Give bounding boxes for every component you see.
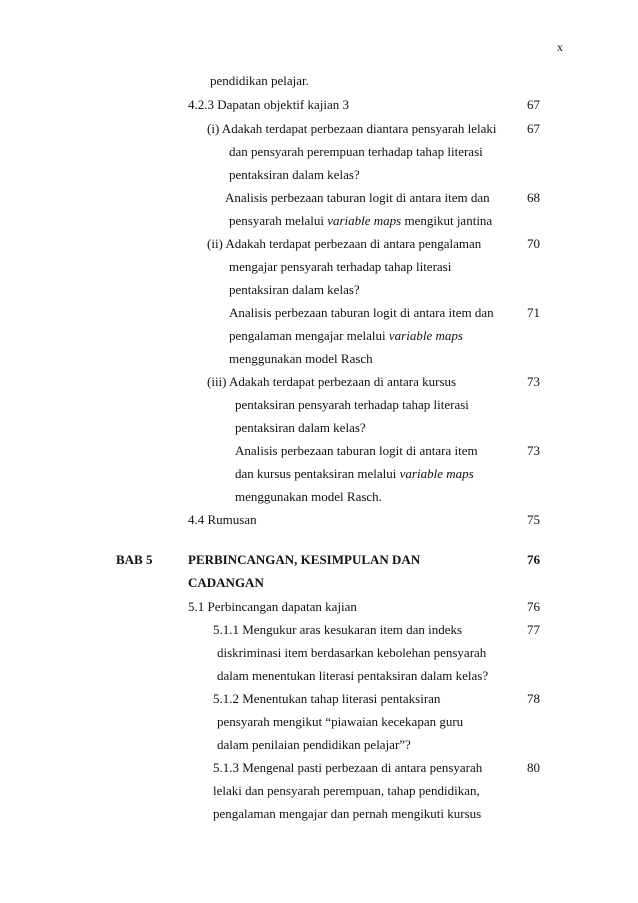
- toc-line: dan pensyarah perempuan terhadap tahap literasi: [229, 144, 483, 159]
- italic-term: variable maps: [327, 213, 402, 228]
- toc-entry-question-i: (i) Adakah terdapat perbezaan diantara pensyarah lelaki: [207, 121, 497, 136]
- toc-line: menggunakan model Rasch: [229, 351, 373, 366]
- toc-page-number: 67: [527, 97, 540, 112]
- toc-entry-5-1: 5.1 Perbincangan dapatan kajian: [188, 599, 357, 614]
- toc-line: pentaksiran dalam kelas?: [229, 167, 360, 182]
- toc-line: [235, 466, 474, 482]
- toc-line: [229, 328, 463, 344]
- italic-term: variable maps: [399, 466, 474, 481]
- toc-entry-question-ii: (ii) Adakah terdapat perbezaan di antara pengalaman: [207, 236, 482, 251]
- toc-line: pentaksiran pensyarah terhadap tahap literasi: [235, 397, 469, 412]
- toc-page-number: 75: [527, 512, 540, 527]
- toc-page-number: 71: [527, 305, 540, 320]
- toc-page-number: 68: [527, 190, 540, 205]
- toc-line: dalam menentukan literasi pentaksiran dalam kelas?: [217, 668, 489, 683]
- chapter-title-continued: CADANGAN: [188, 575, 264, 590]
- toc-line: pentaksiran dalam kelas?: [235, 420, 366, 435]
- toc-page-number: 73: [527, 443, 540, 458]
- toc-page-number: 77: [527, 622, 540, 637]
- toc-entry-analysis: Analisis perbezaan taburan logit di antara item dan: [225, 190, 490, 205]
- toc-entry-4-2-3: 4.2.3 Dapatan objektif kajian 3: [188, 97, 350, 112]
- toc-page-number: 80: [527, 760, 540, 775]
- text-segment: dan kursus pentaksiran melalui: [235, 466, 400, 481]
- toc-line: mengajar pensyarah terhadap tahap literasi: [229, 259, 452, 274]
- toc-entry-5-1-3: 5.1.3 Mengenal pasti perbezaan di antara pensyarah: [213, 760, 483, 775]
- text-segment: pengalaman mengajar melalui: [229, 328, 389, 343]
- toc-entry-analysis: Analisis perbezaan taburan logit di antara item dan: [229, 305, 494, 320]
- toc-line: menggunakan model Rasch.: [235, 489, 382, 504]
- toc-page-number: 67: [527, 121, 540, 136]
- toc-page-number: 78: [527, 691, 540, 706]
- toc-line: [229, 213, 492, 229]
- toc-entry-analysis: Analisis perbezaan taburan logit di antara item: [235, 443, 478, 458]
- toc-line: lelaki dan pensyarah perempuan, tahap pendidikan,: [213, 783, 480, 798]
- toc-line: pengalaman mengajar dan pernah mengikuti kursus: [213, 806, 482, 821]
- toc-entry-5-1-1: 5.1.1 Mengukur aras kesukaran item dan indeks: [213, 622, 463, 637]
- text-segment: mengikut jantina: [401, 213, 493, 228]
- toc-page-number: 76: [527, 552, 540, 567]
- toc-page-number: 76: [527, 599, 540, 614]
- chapter-label: BAB 5: [116, 552, 153, 567]
- toc-line: dalam penilaian pendidikan pelajar”?: [217, 737, 411, 752]
- text-segment: pensyarah melalui: [229, 213, 328, 228]
- toc-page-number: 73: [527, 374, 540, 389]
- toc-entry-5-1-2: 5.1.2 Menentukan tahap literasi pentaksiran: [213, 691, 441, 706]
- toc-page-number: 70: [527, 236, 540, 251]
- toc-line: pentaksiran dalam kelas?: [229, 282, 360, 297]
- page-number: x: [557, 40, 563, 54]
- toc-line: diskriminasi item berdasarkan kebolehan pensyarah: [217, 645, 487, 660]
- toc-line: pendidikan pelajar.: [210, 73, 309, 88]
- toc-entry-question-iii: (iii) Adakah terdapat perbezaan di antara kursus: [207, 374, 457, 389]
- italic-term: variable maps: [388, 328, 463, 343]
- chapter-title: PERBINCANGAN, KESIMPULAN DAN: [188, 552, 421, 567]
- toc-entry-4-4: 4.4 Rumusan: [188, 512, 257, 527]
- toc-line: pensyarah mengikut “piawaian kecekapan guru: [217, 714, 464, 729]
